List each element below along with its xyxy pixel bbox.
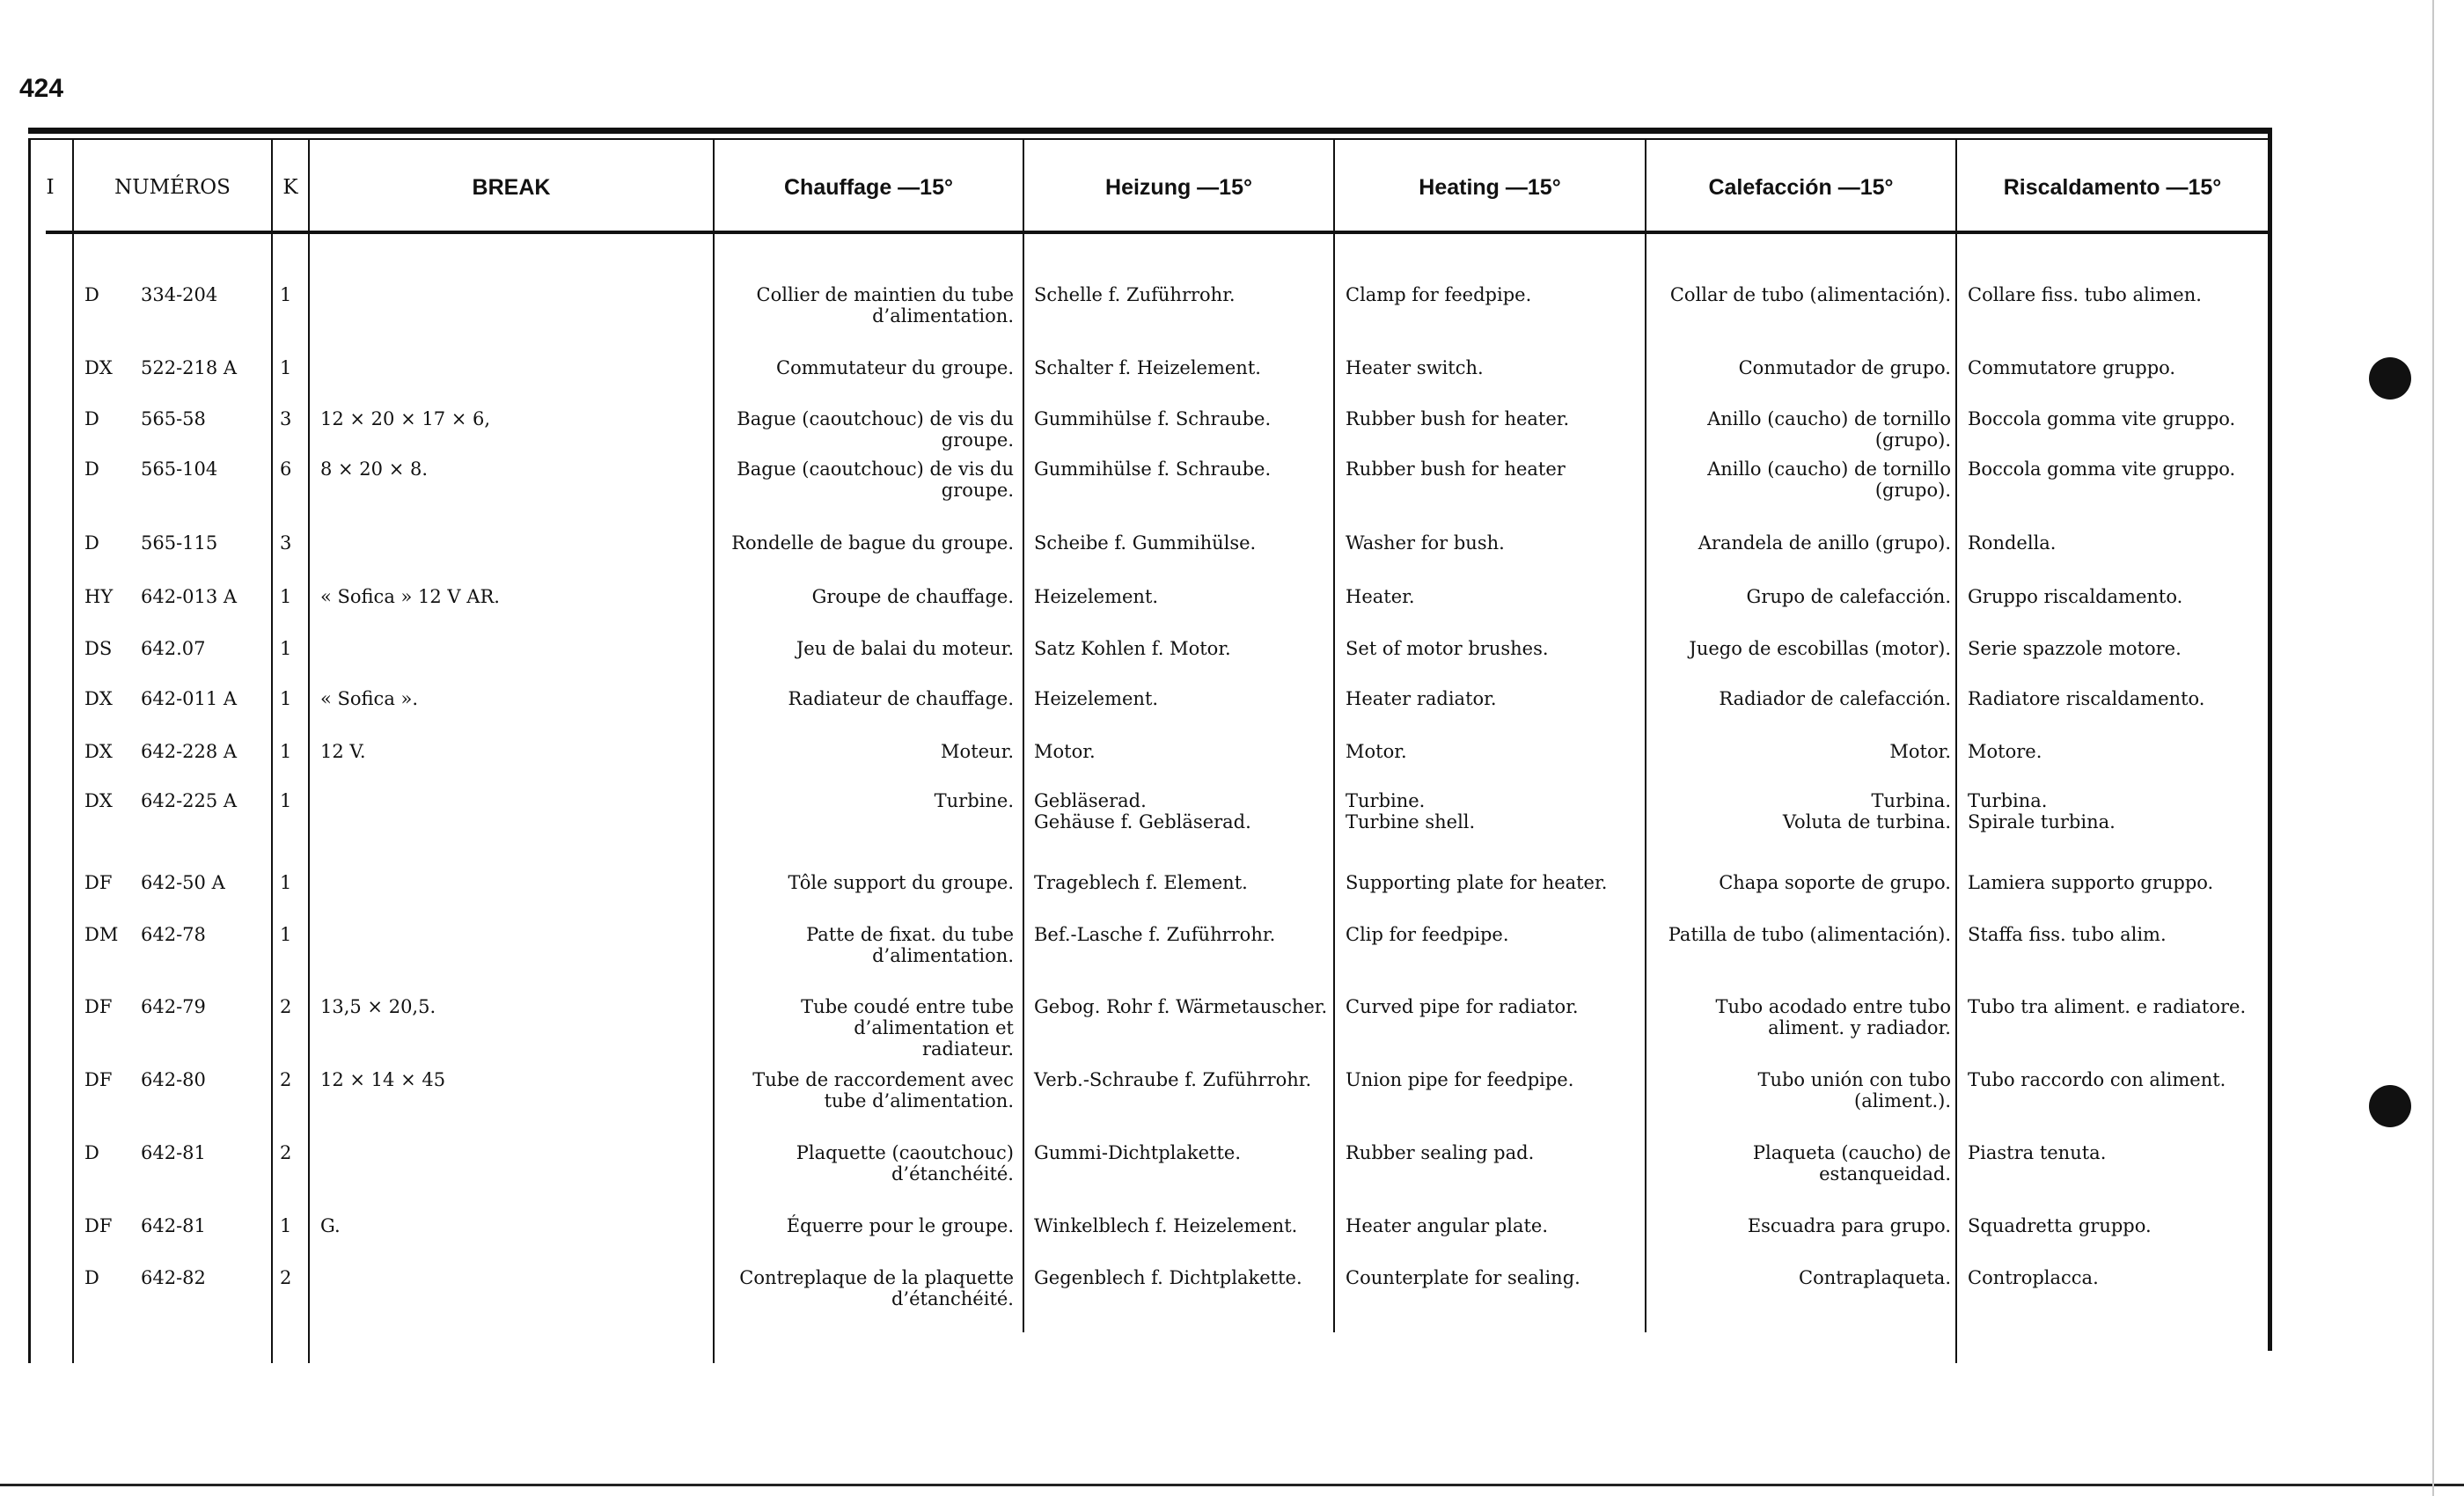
description-italian: Boccola gomma vite gruppo. bbox=[1968, 408, 2236, 429]
description-spanish: Anillo (caucho) de tornillo (grupo). bbox=[1707, 408, 1951, 451]
part-prefix: DM bbox=[84, 924, 119, 945]
header-numeros: NUMÉROS bbox=[114, 176, 231, 199]
description-spanish: Conmutador de grupo. bbox=[1738, 357, 1951, 378]
part-prefix: D bbox=[84, 284, 99, 305]
part-prefix: DX bbox=[84, 790, 113, 811]
header-german: Heizung —15° bbox=[1105, 174, 1252, 200]
quantity: 2 bbox=[280, 1069, 292, 1090]
table-right-border bbox=[2268, 128, 2272, 1351]
binding-hole-lower bbox=[2369, 1085, 2411, 1127]
description-english: Clip for feedpipe. bbox=[1346, 924, 1509, 945]
part-number: 565-58 bbox=[141, 408, 206, 429]
description-spanish: Anillo (caucho) de tornillo (grupo). bbox=[1707, 458, 1951, 501]
description-spanish: Arandela de anillo (grupo). bbox=[1698, 532, 1951, 554]
description-italian: Controplacca. bbox=[1968, 1267, 2099, 1288]
header-french: Chauffage —15° bbox=[784, 174, 953, 200]
parts-table bbox=[28, 128, 2272, 1360]
quantity: 1 bbox=[280, 741, 292, 762]
page-edge-line bbox=[2432, 0, 2434, 1496]
part-number: 642-81 bbox=[141, 1215, 206, 1236]
column-divider-fr bbox=[1023, 140, 1024, 1332]
part-number: 565-115 bbox=[141, 532, 218, 554]
description-italian: Piastra tenuta. bbox=[1968, 1142, 2107, 1163]
part-prefix: D bbox=[84, 1142, 99, 1163]
quantity: 2 bbox=[280, 1267, 292, 1288]
description-english: Set of motor brushes. bbox=[1346, 638, 1549, 659]
table-header-top-rule bbox=[28, 138, 2272, 140]
description-german: Schelle f. Zuführrohr. bbox=[1034, 284, 1236, 305]
description-spanish: Contraplaqueta. bbox=[1799, 1267, 1951, 1288]
description-italian: Collare fiss. tubo alimen. bbox=[1968, 284, 2202, 305]
column-divider-break bbox=[713, 140, 715, 1363]
description-french: Rondelle de bague du groupe. bbox=[731, 532, 1014, 554]
header-break: BREAK bbox=[472, 174, 551, 200]
break-spec: 12 × 14 × 45 bbox=[320, 1069, 446, 1090]
quantity: 1 bbox=[280, 872, 292, 893]
column-divider-de bbox=[1333, 140, 1335, 1332]
description-german: Verb.-Schraube f. Zuführrohr. bbox=[1034, 1069, 1312, 1090]
description-french: Équerre pour le groupe. bbox=[786, 1215, 1014, 1236]
description-english: Heater switch. bbox=[1346, 357, 1484, 378]
quantity: 1 bbox=[280, 688, 292, 709]
break-spec: 12 V. bbox=[320, 741, 366, 762]
header-spanish: Calefacción —15° bbox=[1708, 174, 1894, 200]
description-german: Gebog. Rohr f. Wärmetauscher. bbox=[1034, 996, 1328, 1017]
part-prefix: DX bbox=[84, 688, 113, 709]
description-german: Motor. bbox=[1034, 741, 1096, 762]
part-prefix: DF bbox=[84, 1215, 113, 1236]
description-english: Supporting plate for heater. bbox=[1346, 872, 1608, 893]
part-number: 642-50 A bbox=[141, 872, 225, 893]
column-divider-k bbox=[308, 140, 310, 1363]
description-spanish: Juego de escobillas (motor). bbox=[1689, 638, 1951, 659]
description-french: Tube coudé entre tube d’alimentation et radiateur. bbox=[801, 996, 1014, 1060]
break-spec: 13,5 × 20,5. bbox=[320, 996, 436, 1017]
description-italian: Radiatore riscaldamento. bbox=[1968, 688, 2205, 709]
part-prefix: D bbox=[84, 458, 99, 480]
part-number: 334-204 bbox=[141, 284, 218, 305]
column-divider-numeros bbox=[271, 140, 273, 1363]
part-prefix: DF bbox=[84, 872, 113, 893]
description-spanish: Plaqueta (caucho) de estanqueidad. bbox=[1752, 1142, 1951, 1184]
column-divider-en bbox=[1645, 140, 1646, 1332]
description-german: Gebläserad. Gehäuse f. Gebläserad. bbox=[1034, 790, 1251, 832]
description-english: Motor. bbox=[1346, 741, 1407, 762]
description-french: Commutateur du groupe. bbox=[776, 357, 1014, 378]
description-spanish: Turbina. Voluta de turbina. bbox=[1782, 790, 1951, 832]
description-english: Rubber bush for heater. bbox=[1346, 408, 1570, 429]
quantity: 1 bbox=[280, 357, 292, 378]
description-italian: Turbina. Spirale turbina. bbox=[1968, 790, 2116, 832]
quantity: 1 bbox=[280, 284, 292, 305]
description-french: Contreplaque de la plaquette d’étanchéité. bbox=[739, 1267, 1014, 1309]
part-prefix: D bbox=[84, 1267, 99, 1288]
description-spanish: Escuadra para grupo. bbox=[1747, 1215, 1951, 1236]
part-number: 642-79 bbox=[141, 996, 206, 1017]
description-italian: Lamiera supporto gruppo. bbox=[1968, 872, 2214, 893]
description-spanish: Tubo unión con tubo (aliment.). bbox=[1757, 1069, 1951, 1111]
part-number: 522-218 A bbox=[141, 357, 238, 378]
description-english: Washer for bush. bbox=[1346, 532, 1505, 554]
quantity: 3 bbox=[280, 408, 292, 429]
quantity: 1 bbox=[280, 586, 292, 607]
description-german: Satz Kohlen f. Motor. bbox=[1034, 638, 1231, 659]
description-french: Bague (caoutchouc) de vis du groupe. bbox=[737, 408, 1014, 451]
description-english: Heater. bbox=[1346, 586, 1415, 607]
quantity: 3 bbox=[280, 532, 292, 554]
part-prefix: D bbox=[84, 532, 99, 554]
description-english: Rubber sealing pad. bbox=[1346, 1142, 1535, 1163]
header-k: K bbox=[282, 176, 298, 199]
description-french: Jeu de balai du moteur. bbox=[796, 638, 1014, 659]
part-number: 642-80 bbox=[141, 1069, 206, 1090]
description-english: Union pipe for feedpipe. bbox=[1346, 1069, 1574, 1090]
break-spec: « Sofica » 12 V AR. bbox=[320, 586, 500, 607]
description-italian: Tubo raccordo con aliment. bbox=[1968, 1069, 2226, 1090]
quantity: 1 bbox=[280, 1215, 292, 1236]
header-english: Heating —15° bbox=[1419, 174, 1561, 200]
description-german: Bef.-Lasche f. Zuführrohr. bbox=[1034, 924, 1276, 945]
description-french: Moteur. bbox=[941, 741, 1014, 762]
description-french: Tube de raccordement avec tube d’alimentation. bbox=[752, 1069, 1014, 1111]
quantity: 1 bbox=[280, 638, 292, 659]
column-divider-es bbox=[1955, 140, 1957, 1363]
description-italian: Staffa fiss. tubo alim. bbox=[1968, 924, 2167, 945]
description-french: Bague (caoutchouc) de vis du groupe. bbox=[737, 458, 1014, 501]
part-number: 565-104 bbox=[141, 458, 218, 480]
part-number: 642-225 A bbox=[141, 790, 238, 811]
part-number: 642-013 A bbox=[141, 586, 238, 607]
description-english: Heater angular plate. bbox=[1346, 1215, 1549, 1236]
part-prefix: DS bbox=[84, 638, 113, 659]
description-german: Gegenblech f. Dichtplakette. bbox=[1034, 1267, 1302, 1288]
quantity: 1 bbox=[280, 924, 292, 945]
description-english: Heater radiator. bbox=[1346, 688, 1497, 709]
quantity: 1 bbox=[280, 790, 292, 811]
quantity: 6 bbox=[280, 458, 292, 480]
description-italian: Tubo tra aliment. e radiatore. bbox=[1968, 996, 2247, 1017]
description-italian: Gruppo riscaldamento. bbox=[1968, 586, 2183, 607]
description-spanish: Radiador de calefacción. bbox=[1719, 688, 1951, 709]
description-italian: Boccola gomma vite gruppo. bbox=[1968, 458, 2236, 480]
table-left-border bbox=[28, 140, 31, 1363]
header-i: I bbox=[46, 176, 55, 199]
description-spanish: Tubo acodado entre tubo aliment. y radiador. bbox=[1715, 996, 1951, 1038]
break-spec: G. bbox=[320, 1215, 341, 1236]
description-german: Scheibe f. Gummihülse. bbox=[1034, 532, 1257, 554]
description-german: Gummihülse f. Schraube. bbox=[1034, 408, 1272, 429]
table-top-rule bbox=[28, 128, 2272, 134]
description-english: Rubber bush for heater bbox=[1346, 458, 1566, 480]
description-german: Heizelement. bbox=[1034, 688, 1159, 709]
description-french: Collier de maintien du tube d’alimentation. bbox=[756, 284, 1014, 326]
part-number: 642-78 bbox=[141, 924, 206, 945]
part-prefix: HY bbox=[84, 586, 114, 607]
page-bottom-rule bbox=[0, 1484, 2464, 1486]
break-spec: 8 × 20 × 8. bbox=[320, 458, 429, 480]
description-german: Winkelblech f. Heizelement. bbox=[1034, 1215, 1298, 1236]
column-divider-i bbox=[72, 140, 74, 1363]
part-number: 642.07 bbox=[141, 638, 206, 659]
description-french: Groupe de chauffage. bbox=[811, 586, 1014, 607]
part-prefix: DF bbox=[84, 996, 113, 1017]
break-spec: 12 × 20 × 17 × 6, bbox=[320, 408, 491, 429]
description-spanish: Chapa soporte de grupo. bbox=[1719, 872, 1951, 893]
header-italian: Riscaldamento —15° bbox=[2003, 174, 2222, 200]
part-prefix: DX bbox=[84, 357, 113, 378]
description-german: Gummihülse f. Schraube. bbox=[1034, 458, 1272, 480]
break-spec: « Sofica ». bbox=[320, 688, 419, 709]
part-prefix: D bbox=[84, 408, 99, 429]
description-italian: Squadretta gruppo. bbox=[1968, 1215, 2152, 1236]
part-prefix: DX bbox=[84, 741, 113, 762]
description-italian: Serie spazzole motore. bbox=[1968, 638, 2182, 659]
page-number: 424 bbox=[19, 74, 64, 103]
description-spanish: Patilla de tubo (alimentación). bbox=[1668, 924, 1951, 945]
quantity: 2 bbox=[280, 1142, 292, 1163]
description-english: Clamp for feedpipe. bbox=[1346, 284, 1532, 305]
description-german: Heizelement. bbox=[1034, 586, 1159, 607]
description-english: Counterplate for sealing. bbox=[1346, 1267, 1580, 1288]
description-german: Gummi-Dichtplakette. bbox=[1034, 1142, 1242, 1163]
part-number: 642-228 A bbox=[141, 741, 238, 762]
part-number: 642-011 A bbox=[141, 688, 238, 709]
part-number: 642-81 bbox=[141, 1142, 206, 1163]
description-spanish: Motor. bbox=[1889, 741, 1951, 762]
description-french: Plaquette (caoutchouc) d’étanchéité. bbox=[796, 1142, 1014, 1184]
description-english: Turbine. Turbine shell. bbox=[1346, 790, 1476, 832]
description-italian: Motore. bbox=[1968, 741, 2042, 762]
description-spanish: Collar de tubo (alimentación). bbox=[1669, 284, 1951, 305]
table-header-rule bbox=[46, 231, 2272, 234]
description-spanish: Grupo de calefacción. bbox=[1746, 586, 1951, 607]
description-german: Trageblech f. Element. bbox=[1034, 872, 1248, 893]
description-french: Patte de fixat. du tube d’alimentation. bbox=[806, 924, 1014, 966]
binding-hole-upper bbox=[2369, 357, 2411, 400]
description-french: Radiateur de chauffage. bbox=[788, 688, 1014, 709]
description-italian: Rondella. bbox=[1968, 532, 2057, 554]
description-french: Turbine. bbox=[934, 790, 1014, 811]
part-prefix: DF bbox=[84, 1069, 113, 1090]
description-french: Tôle support du groupe. bbox=[788, 872, 1014, 893]
description-english: Curved pipe for radiator. bbox=[1346, 996, 1579, 1017]
description-german: Schalter f. Heizelement. bbox=[1034, 357, 1261, 378]
quantity: 2 bbox=[280, 996, 292, 1017]
description-italian: Commutatore gruppo. bbox=[1968, 357, 2176, 378]
part-number: 642-82 bbox=[141, 1267, 206, 1288]
